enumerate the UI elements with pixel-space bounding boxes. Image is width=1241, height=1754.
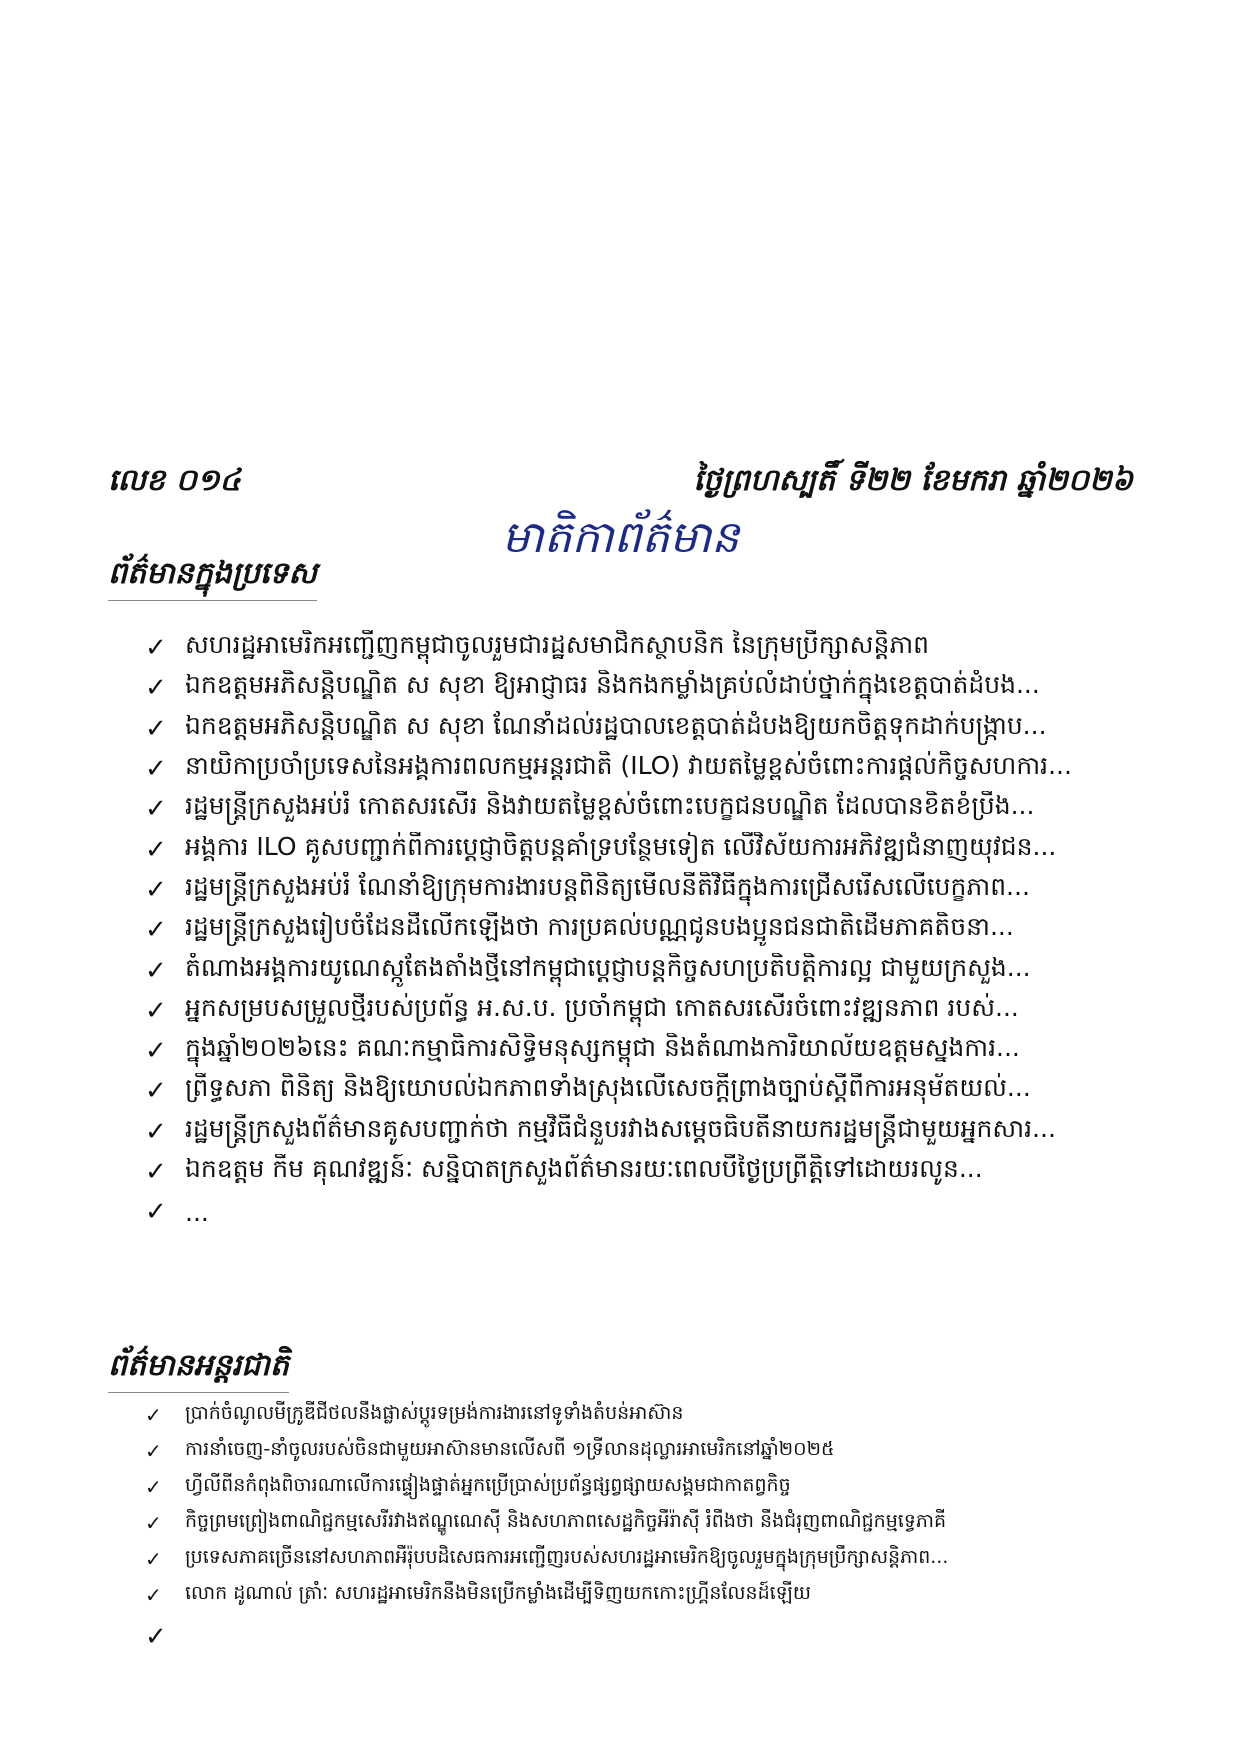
list-item: ✓ អ្នកសម្របសម្រួលថ្មីរបស់ប្រព័ន្ធ អ.ស.ប. ប្រចាំកម្ពុជា កោតសរសើរចំពោះវឌ្ឍនភាព របស់... [145, 992, 1019, 1026]
checkmark-icon: ✓ [145, 794, 167, 825]
domestic-news-list [145, 628, 1151, 1232]
list-item: ✓ អង្គការ ILO គូសបញ្ជាក់ពីការប្តេជ្ញាចិត្តបន្តគាំទ្របន្ថែមទៀត លើវិស័យការអភិវឌ្ឍជំនាញយុវជន... [145, 831, 1057, 865]
list-item: ✓ ប្រទេសភាគច្រើននៅសហភាពអឺរ៉ុបបដិសេធការអញ្ជើញរបស់សហរដ្ឋអាមេរិកឱ្យចូលរួមក្នុងក្រុមប្រឹក្សាសន្តិភាព... [145, 1546, 949, 1571]
checkmark-icon: ✓ [145, 1511, 162, 1535]
list-item: ✓ ការនាំចេញ-នាំចូលរបស់ចិនជាមួយអាស៊ានមានលើសពី ១ទ្រីលានដុល្លារអាមេរិកនៅឆ្នាំ២០២៥ [145, 1438, 835, 1463]
checkmark-icon: ✓ [145, 713, 167, 744]
list-item: ✓ ឯកឧត្តមអភិសន្តិបណ្ឌិត ស សុខា ឱ្យអាជ្ញាធរ និងកងកម្លាំងគ្រប់លំដាប់ថ្នាក់ក្នុងខេត្តបាត់ដំបង... [145, 670, 1040, 704]
list-item: ✓ រដ្ឋមន្ត្រីក្រសួងអប់រំ ណែនាំឱ្យក្រុមការងារបន្តពិនិត្យមើលនីតិវិធីក្នុងការជ្រើសរើសលើបេក្ខភាព... [145, 871, 1030, 905]
list-item: ✓ ... [145, 1197, 209, 1228]
list-item: ✓ រដ្ឋមន្ត្រីក្រសួងរៀបចំដែនដីលើកឡើងថា ការប្រគល់បណ្ណជូនបងប្អូនជនជាតិដើមភាគតិចនា... [145, 912, 1014, 946]
checkmark-icon: ✓ [145, 1475, 162, 1499]
checkmark-icon: ✓ [145, 1076, 167, 1107]
list-item: ✓ លោក ដូណាល់ ត្រាំៈ សហរដ្ឋអាមេរិកនឹងមិនប្រើកម្លាំងដើម្បីទិញយកកោះហ្គ្រីនលែនដ៍ឡើយ [145, 1582, 811, 1607]
issue-date: ថ្ងៃព្រហស្បតិ៍ ទី២២ ខែមករា ឆ្នាំ២០២៦ [693, 463, 1133, 498]
document-header [108, 458, 1133, 508]
checkmark-icon: ✓ [145, 1116, 167, 1147]
checkmark-icon: ✓ [145, 1547, 162, 1571]
checkmark-icon: ✓ [145, 754, 167, 785]
checkmark-icon: ✓ [145, 955, 167, 986]
list-item: ✓ រដ្ឋមន្ត្រីក្រសួងព័ត៌មានគូសបញ្ជាក់ថា កម្មវិធីជំនួបរវាងសម្តេចធិបតីនាយករដ្ឋមន្ត្រីជាមួយអ្នកសារ... [145, 1113, 1056, 1147]
checkmark-icon: ✓ [145, 1622, 167, 1652]
list-item: ✓ ព្រឹទ្ធសភា ពិនិត្យ និងឱ្យយោបល់ឯកភាពទាំងស្រុងលើសេចក្តីព្រាងច្បាប់ស្តីពីការអនុម័តយល់... [145, 1073, 1031, 1107]
checkmark-icon: ✓ [145, 1157, 167, 1187]
list-item: ✓ រដ្ឋមន្ត្រីក្រសួងអប់រំ កោតសរសើរ និងវាយតម្លៃខ្ពស់ចំពោះបេក្ខជនបណ្ឌិត ដែលបានខិតខំប្រឹង... [145, 791, 1035, 825]
list-item: ✓ កិច្ចព្រមព្រៀងពាណិជ្ជកម្មសេរីរវាងឥណ្ឌូណេស៊ី និងសហភាពសេដ្ឋកិច្ចអឺរ៉ាស៊ី រំពឹងថា នឹងជំរុញពាណិជ្ជកម្មទ្វេភាគី [145, 1510, 947, 1535]
page-title: មាតិកាព័ត៌មាន [501, 512, 740, 563]
checkmark-icon: ✓ [145, 874, 167, 905]
international-news-list [145, 1397, 1151, 1613]
checkmark-icon: ✓ [145, 1583, 162, 1607]
list-item: ✓ តំណាងអង្គការយូណេស្កូតែងតាំងថ្មីនៅកម្ពុជាប្តេជ្ញាបន្តកិច្ចសហប្រតិបត្តិការល្អ ជាមួយក្រសួង... [145, 952, 1031, 986]
list-item: ✓ សហរដ្ឋអាមេរិកអញ្ជើញកម្ពុជាចូលរួមជារដ្ឋសមាជិកស្ថាបនិក នៃក្រុមប្រឹក្សាសន្តិភាព [145, 630, 930, 664]
checkmark-icon: ✓ [145, 1197, 167, 1228]
checkmark-icon: ✓ [145, 834, 167, 865]
list-item: ✓ ឯកឧត្តមអភិសន្តិបណ្ឌិត ស សុខា ណែនាំដល់រដ្ឋបាលខេត្តបាត់ដំបងឱ្យយកចិត្តទុកដាក់បង្ក្រាប... [145, 710, 1047, 744]
checkmark-icon: ✓ [145, 995, 167, 1026]
checkmark-icon: ✓ [145, 915, 167, 946]
checkmark-icon: ✓ [145, 1036, 167, 1067]
list-item: ✓ ហ្វីលីពីនកំពុងពិចារណាលើការផ្ទៀងផ្ទាត់អ្នកប្រើប្រាស់ប្រព័ន្ធផ្សព្វផ្សាយសង្គមជាកាតព្វកិច្ច [145, 1474, 791, 1499]
list-item: ✓ នាយិកាប្រចាំប្រទេសនៃអង្គការពលកម្មអន្តរជាតិ (ILO) វាយតម្លៃខ្ពស់ចំពោះការផ្តល់កិច្ចសហការ... [145, 751, 1072, 785]
domestic-news-heading: ព័ត៌មានក្នុងប្រទេស [108, 554, 317, 601]
checkmark-icon: ✓ [145, 673, 167, 704]
list-item: ✓ ប្រាក់ចំណូលមីក្រូឌីជីថលនឹងផ្លាស់ប្តូរទម្រង់ការងារនៅទូទាំងតំបន់អាស៊ាន [145, 1402, 684, 1427]
checkmark-icon: ✓ [145, 1403, 162, 1427]
checkmark-icon: ✓ [145, 1439, 162, 1463]
checkmark-icon: ✓ [145, 633, 167, 664]
list-item: ✓ ក្នុងឆ្នាំ២០២៦នេះ គណៈកម្មាធិការសិទ្ធិមនុស្សកម្ពុជា និងតំណាងការិយាល័យឧត្តមស្នងការ... [145, 1033, 1020, 1067]
issue-number: លេខ ០១៤ [108, 463, 241, 498]
list-item: ✓ ឯកឧត្តម កឹម គុណវឌ្ឍន៍ៈ សន្និបាតក្រសួងព័ត៌មានរយៈពេលបីថ្ងៃប្រព្រឹត្តិទៅដោយរលូន... [145, 1154, 983, 1187]
international-news-heading: ព័ត៌មានអន្តរជាតិ [108, 1346, 289, 1393]
